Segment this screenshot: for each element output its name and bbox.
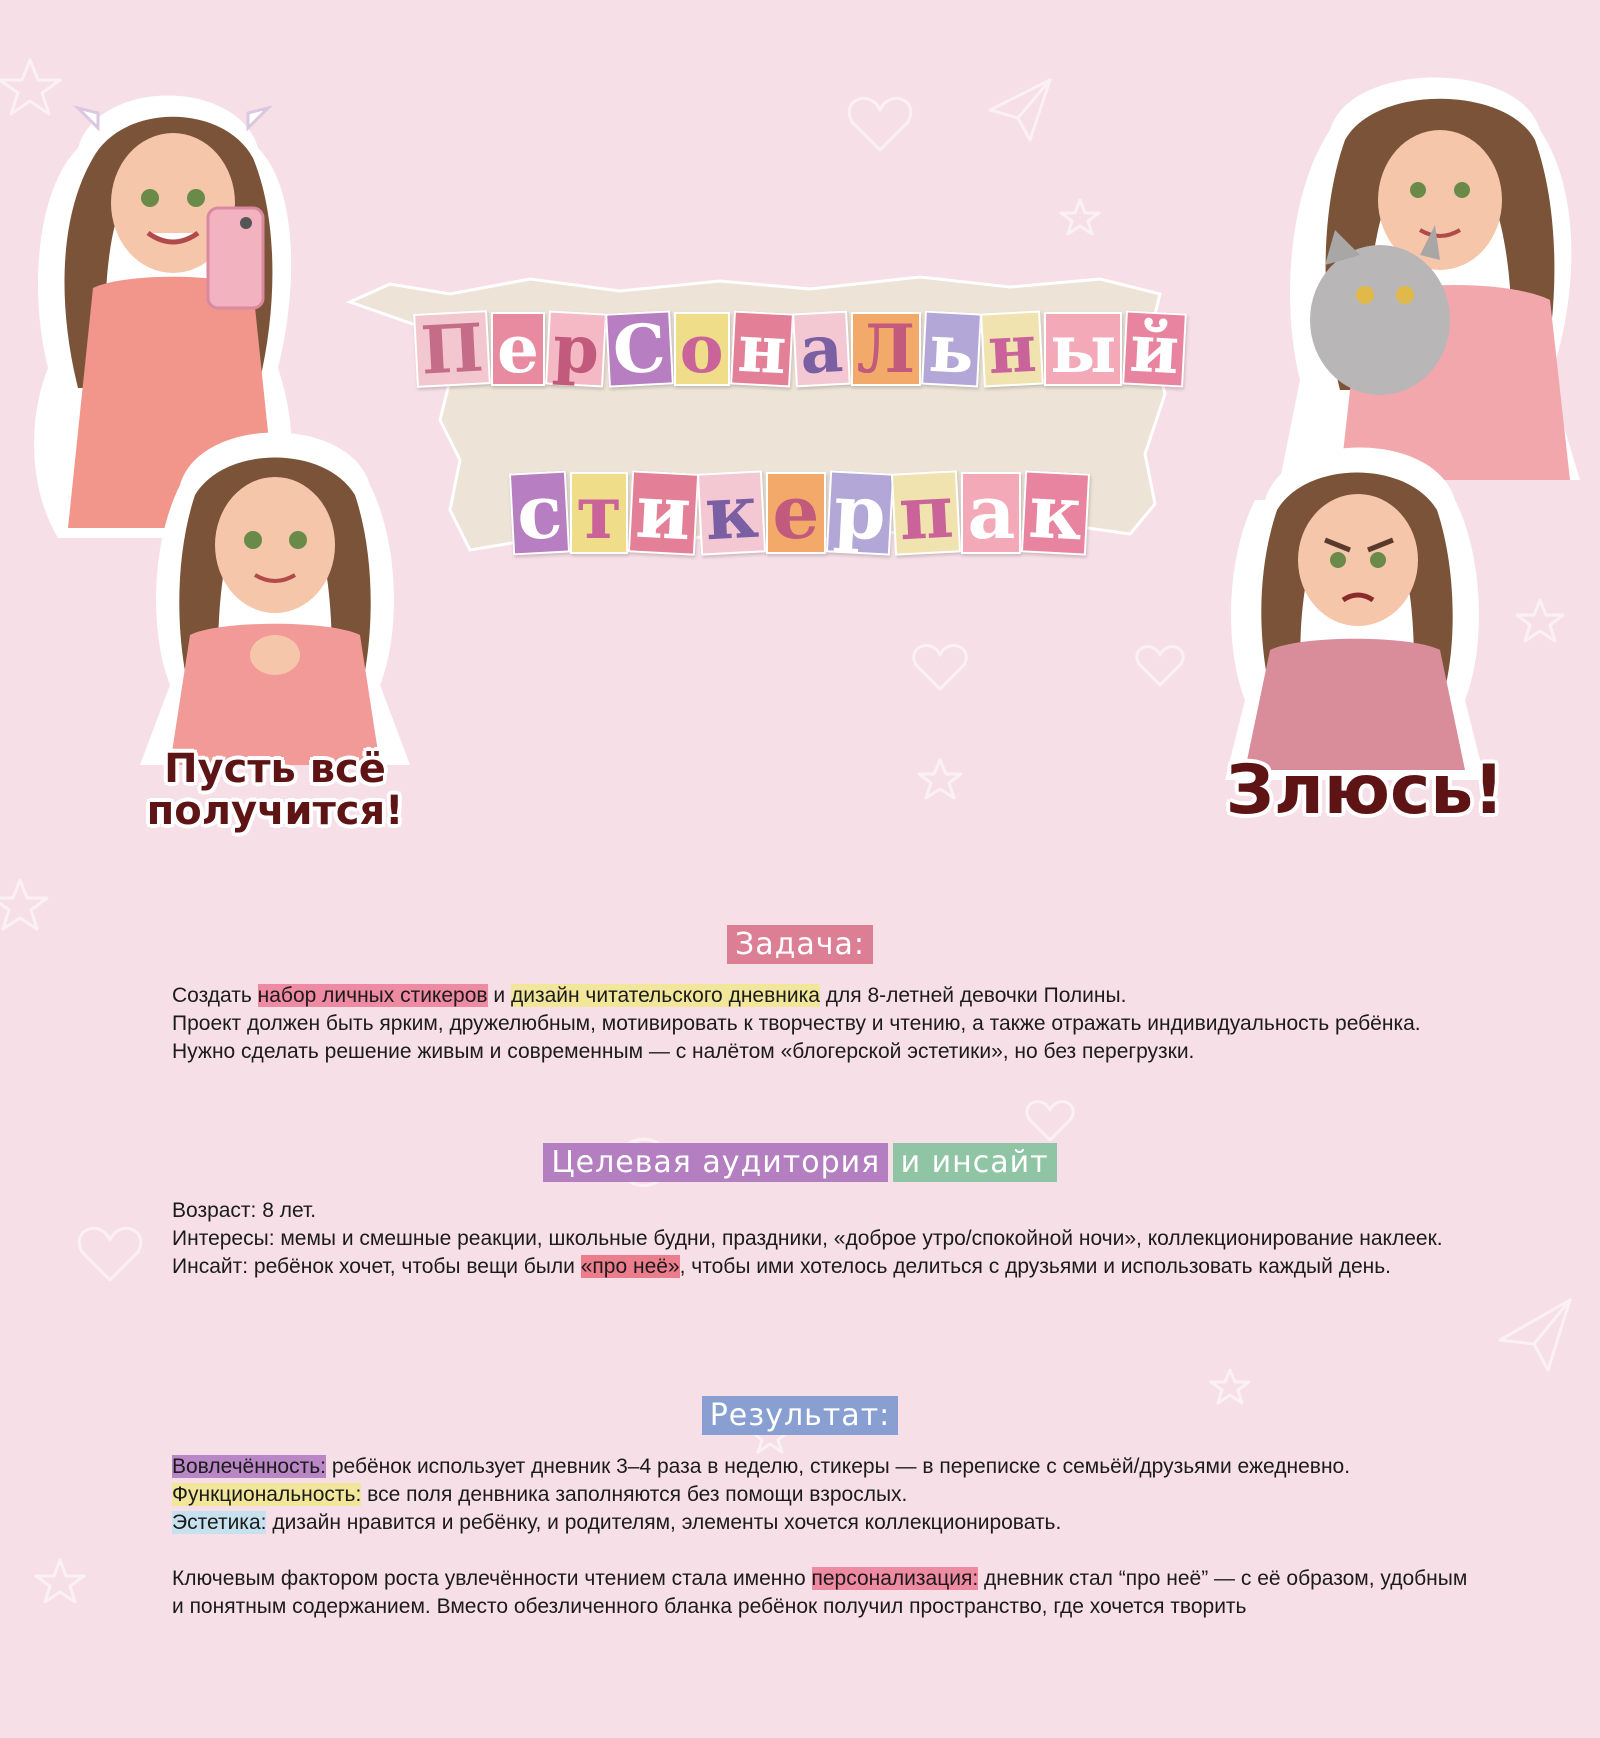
- task-intro-mid: и: [487, 984, 511, 1007]
- sticker-caption-left: [140, 748, 410, 832]
- title-line1-letter-tile: н: [730, 310, 794, 387]
- audience-age: Возраст: 8 лет.: [172, 1199, 317, 1222]
- title-line2-letter-tile: т: [570, 472, 628, 554]
- star-doodle: [36, 1560, 84, 1602]
- title-line2-letter-tile: с: [509, 471, 570, 556]
- heart-doodle: [914, 646, 967, 689]
- task-intro-after: для 8-летней девочки Полины.: [819, 984, 1127, 1007]
- result-conclusion-before: Ключевым фактором роста увлечённости чтением стала именно: [172, 1567, 812, 1590]
- result-function: [172, 1481, 1472, 1509]
- title-line2-letter-tile: к: [697, 470, 767, 555]
- title-line1-letter-tile: н: [980, 310, 1044, 387]
- task-intro: [172, 982, 1472, 1010]
- result-function-label: Функциональность:: [172, 1483, 362, 1506]
- task-highlight-stickers: набор личных стикеров: [257, 984, 488, 1007]
- star-doodle: [919, 760, 961, 798]
- result-engagement-text: ребёнок использует дневник 3–4 раза в неделю, стикеры — в переписке с семьёй/друзьями ежедневно.: [325, 1455, 1351, 1478]
- title-line2-letter-tile: к: [1021, 470, 1091, 555]
- star-doodle: [1061, 200, 1099, 234]
- result-conclusion-highlight: персонализация:: [811, 1567, 979, 1590]
- sticker-girl-cat: [1270, 70, 1590, 490]
- star-doodle: [1517, 600, 1563, 641]
- title-line2-letter-tile: а: [961, 472, 1021, 554]
- task-highlight-diary: дизайн читательского дневника: [510, 984, 820, 1007]
- title-line2-letter-tile: п: [891, 470, 961, 555]
- title-line1-letter-tile: е: [491, 312, 545, 386]
- result-aesthetic: [172, 1509, 1472, 1537]
- title-paper: [340, 272, 1260, 602]
- task-text: [172, 982, 1472, 1066]
- result-engagement: [172, 1453, 1472, 1481]
- title-line1-letter-tile: а: [792, 311, 851, 388]
- audience-insight: [172, 1253, 1472, 1281]
- audience-interests: Интересы: мемы и смешные реакции, школьные будни, праздники, «доброе утро/спокойной ночи», коллекционирование наклеек.: [172, 1227, 1443, 1250]
- result-heading-label: Результат:: [702, 1396, 899, 1435]
- audience-heading: [0, 1143, 1600, 1182]
- audience-heading-part2: и инсайт: [893, 1143, 1057, 1182]
- audience-insight-after: , чтобы ими хотелось делиться с друзьями и использовать каждый день.: [679, 1255, 1392, 1278]
- sticker-caption-left-line2: получится!: [146, 788, 404, 834]
- audience-text: [172, 1197, 1472, 1281]
- title-line1-letter-tile: о: [674, 312, 730, 386]
- task-description: Проект должен быть ярким, дружелюбным, мотивировать к творчеству и чтению, а также отражать индивидуальность ребёнка. Нужно сделать решение живым и современным — с налётом «блогерской эстетики», но без перегрузки.: [172, 1012, 1421, 1063]
- result-spacer: [172, 1537, 1472, 1565]
- sticker-caption-right: [1215, 751, 1515, 830]
- heart-doodle: [849, 98, 911, 150]
- title-line1-letter-tile: С: [605, 310, 673, 387]
- paper-plane-doodle: [990, 80, 1050, 140]
- title-line-2: [340, 468, 1260, 558]
- result-heading: [0, 1396, 1600, 1435]
- result-conclusion: [172, 1565, 1472, 1621]
- sticker-caption-left-line1: Пусть всё: [164, 746, 386, 792]
- heart-doodle: [1027, 1102, 1073, 1140]
- star-doodle: [0, 880, 47, 929]
- title-line1-letter-tile: Л: [851, 312, 921, 386]
- title-line1-letter-tile: П: [413, 310, 491, 388]
- heart-doodle: [1137, 647, 1183, 685]
- task-heading: [0, 925, 1600, 964]
- task-intro-before: Создать: [172, 984, 258, 1007]
- audience-heading-part1: Целевая аудитория: [543, 1143, 888, 1182]
- paper-plane-doodle: [1500, 1300, 1570, 1370]
- title-line1-letter-tile: ь: [921, 311, 982, 388]
- audience-insight-before: Инсайт: ребёнок хочет, чтобы вещи были: [172, 1255, 581, 1278]
- result-aesthetic-label: Эстетика:: [172, 1511, 267, 1534]
- audience-insight-highlight: «про неё»: [580, 1255, 680, 1278]
- title-line2-letter-tile: е: [766, 472, 825, 554]
- title-line1-letter-tile: р: [545, 311, 607, 388]
- result-conclusion-after: дневник стал “про неё” — с её образом, удобным и понятным содержанием. Вместо обезличенного бланка ребёнок получил пространство, где хочется творить: [172, 1567, 1468, 1618]
- title-line-1: [340, 308, 1260, 390]
- result-engagement-label: Вовлечённость:: [172, 1455, 326, 1478]
- result-text: [172, 1453, 1472, 1621]
- heart-doodle: [79, 1228, 141, 1280]
- sticker-caption-right-text: Злюсь!: [1225, 751, 1505, 830]
- title-line1-letter-tile: ы: [1044, 312, 1122, 386]
- title-line2-letter-tile: р: [825, 470, 893, 555]
- result-function-text: все поля денвника заполняются без помощи взрослых.: [361, 1483, 908, 1506]
- task-heading-label: Задача:: [727, 925, 873, 964]
- title-line2-letter-tile: и: [628, 470, 699, 555]
- title-line1-letter-tile: й: [1123, 310, 1188, 387]
- result-aesthetic-text: дизайн нравится и ребёнку, и родителям, элементы хочется коллекционировать.: [266, 1511, 1062, 1534]
